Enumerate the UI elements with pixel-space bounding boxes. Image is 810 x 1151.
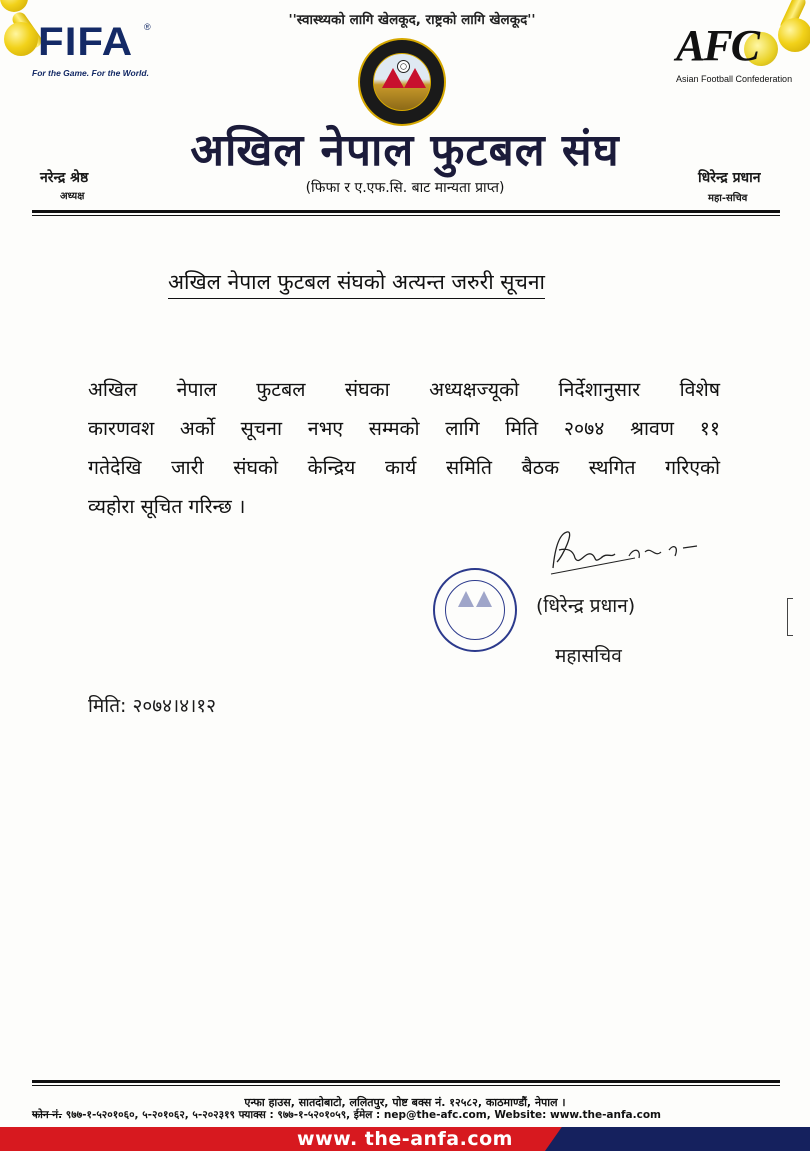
footer-divider-thin bbox=[32, 1085, 780, 1086]
notice-body-line: व्यहोरा सूचित गरिन्छ । bbox=[88, 495, 246, 518]
contact-details: ९७७-१-५२०१०६०, ५-२०१०६२, ५-२०२३१९ फ्याक्स : ९७७-१-५२०१०५९, ईमेल : nep@the-afc.com, Website: www.the-anfa.com bbox=[62, 1109, 662, 1121]
footer-address: एन्फा हाउस, सातदोबाटो, ललितपुर, पोष्ट बक्स नं. १२५८२, काठमाण्डौं, नेपाल । bbox=[244, 1096, 566, 1109]
general-secretary-name: धिरेन्द्र प्रधान bbox=[698, 170, 761, 186]
notice-body-line: कारणवश अर्को सूचना नभए सम्मको लागि मिति २०७४ श्रावण ११ bbox=[88, 417, 720, 440]
slogan: ''स्वास्थ्यको लागि खेलकूद, राष्ट्रको लागि खेलकूद'' bbox=[288, 12, 536, 28]
notice-title: अखिल नेपाल फुटबल संघको अत्यन्त जरुरी सूचना bbox=[168, 268, 545, 299]
footer-banner bbox=[0, 1127, 810, 1151]
fifa-tagline: For the Game. For the World. bbox=[32, 68, 149, 78]
pushpin-left-head bbox=[0, 0, 28, 12]
notice-body-line: अखिल नेपाल फुटबल संघका अध्यक्षज्यूको निर्देशानुसार विशेष bbox=[88, 378, 720, 401]
nepal-flag-icon bbox=[382, 68, 404, 88]
footer-divider bbox=[32, 1080, 780, 1083]
footer-contact bbox=[32, 1108, 661, 1122]
fifa-registered-mark: ® bbox=[144, 22, 151, 32]
handwritten-signature-icon bbox=[545, 528, 705, 578]
signatory-name: (धिरेन्द्र प्रधान) bbox=[536, 595, 636, 617]
signatory-title: महासचिव bbox=[555, 645, 622, 667]
afc-tagline: Asian Football Confederation bbox=[676, 74, 793, 84]
website-link[interactable]: www. the-anfa.com bbox=[297, 1128, 513, 1150]
header-divider-thin bbox=[32, 215, 780, 216]
official-seal-icon bbox=[433, 568, 517, 652]
seal-flag-icon bbox=[476, 591, 492, 607]
notice-body bbox=[88, 370, 720, 526]
emblem-mountain-icon bbox=[373, 53, 431, 111]
seal-inner-icon bbox=[445, 580, 505, 640]
org-title: अखिल नेपाल फुटबल संघ bbox=[190, 125, 620, 176]
margin-bracket-mark bbox=[787, 598, 793, 636]
notice-date bbox=[88, 692, 216, 718]
header-divider bbox=[32, 210, 780, 213]
seal-flag-icon bbox=[458, 591, 474, 607]
org-subtitle: (फिफा र ए.एफ.सि. बाट मान्यता प्राप्त) bbox=[305, 180, 505, 196]
phone-label: फोन नं. bbox=[32, 1109, 63, 1121]
president-role: अध्यक्ष bbox=[60, 191, 85, 202]
afc-logo: AFC bbox=[676, 21, 759, 70]
notice-body-line: गतेदेखि जारी संघको केन्द्रिय कार्य समिति बैठक स्थगित गरिएको bbox=[88, 456, 720, 479]
general-secretary-role: महा-सचिव bbox=[708, 193, 748, 204]
pushpin-right-icon bbox=[778, 18, 810, 52]
date-value: २०७४।४।१२ bbox=[132, 695, 217, 717]
fifa-logo: FIFA bbox=[38, 20, 134, 64]
pushpin-left-icon bbox=[4, 22, 38, 56]
date-label: मिति: bbox=[88, 695, 127, 717]
president-name: नरेन्द्र श्रेष्ठ bbox=[40, 170, 89, 186]
anfa-emblem-icon bbox=[358, 38, 446, 126]
nepal-flag-icon bbox=[404, 68, 426, 88]
